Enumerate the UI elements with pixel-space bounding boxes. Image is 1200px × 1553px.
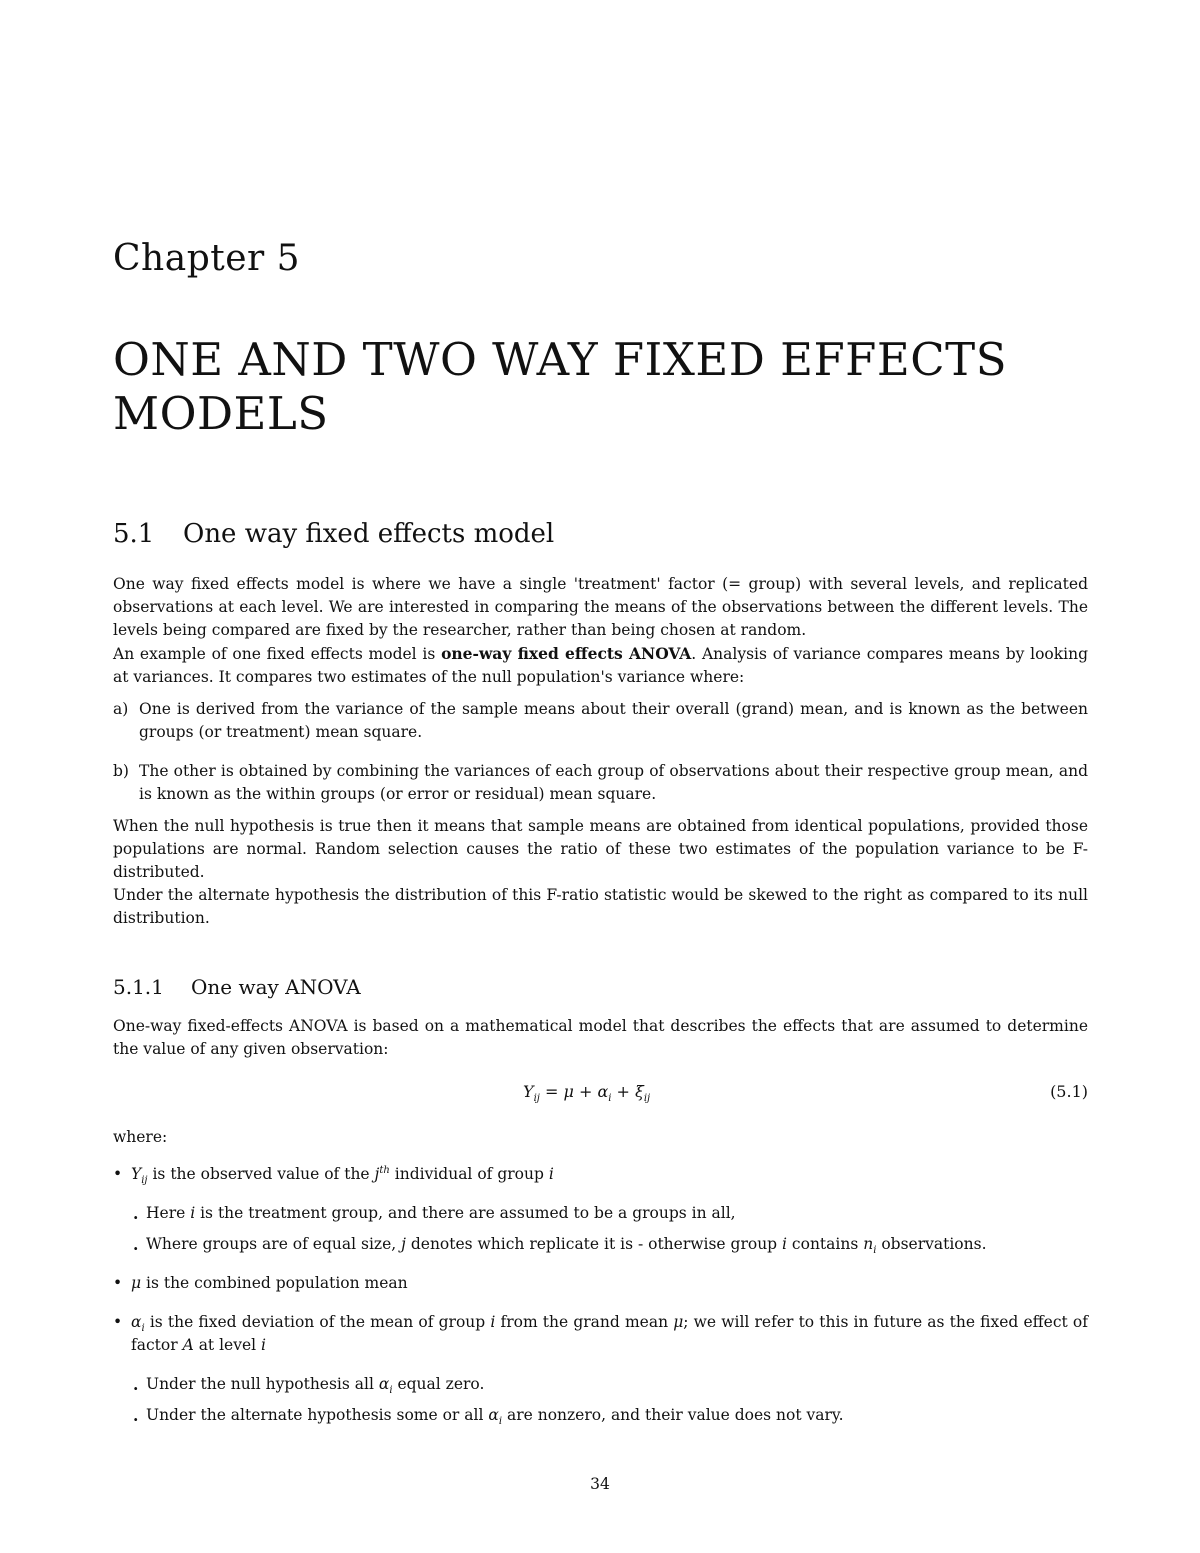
list-item-text: denotes which replicate it is - otherwise group (405, 1235, 783, 1253)
list-item-text: at level (193, 1336, 262, 1354)
chapter-title: ONE AND TWO WAY FIXED EFFECTS MODELS (113, 333, 1008, 440)
list-item-text: contains (787, 1235, 864, 1253)
page-number: 34 (590, 1475, 610, 1493)
bullet-icon: • (113, 1274, 123, 1292)
list-item-text: One is derived from the variance of the sample means about their overall (grand) mean, and is known as the between groups (or treatment) mean square. (139, 700, 1088, 741)
subsection-title: One way ANOVA (191, 975, 361, 999)
section-paragraph-4: Under the alternate hypothesis the distribution of this F-ratio statistic would be skewed to the right as compared to its null distribution. (113, 886, 1088, 927)
section-number: 5.1 (113, 519, 155, 549)
list-item-text: ; we will refer to this in future as the fixed effect of factor (131, 1313, 1088, 1354)
list-marker: b) (113, 762, 129, 780)
subsection-paragraph-1: One-way fixed-effects ANOVA is based on a mathematical model that describes the effects that are assumed to determine the value of any given observation: (113, 1017, 1088, 1058)
section-paragraph-2 (113, 642, 1088, 689)
where-label: where: (113, 1128, 168, 1146)
list-item-text: is the fixed deviation of the mean of group (144, 1313, 491, 1331)
list-item (113, 698, 1088, 744)
paragraph-text: An example of one fixed effects model is (113, 645, 442, 663)
bullet-icon: . (133, 1235, 139, 1254)
list-item-text: The other is obtained by combining the variances of each group of observations about their respective group mean, and is known as the within groups (or error or residual) mean square. (139, 762, 1088, 803)
list-item-text: is the combined population mean (141, 1274, 408, 1292)
list-item (113, 760, 1088, 806)
definitions-list (113, 1163, 1088, 1427)
paragraph-text: . Analysis of variance compares means by looking at variances. It compares two estimates of the null population's variance where: (113, 645, 1088, 686)
section-body (113, 573, 1088, 930)
equation-number: (5.1) (1050, 1082, 1088, 1101)
sub-list-item: . Under the null hypothesis all $\alpha_i$ equal zero. (133, 1375, 485, 1397)
list-item-text: Where groups are of equal size, (146, 1235, 402, 1253)
section-paragraph-3: When the null hypothesis is true then it means that sample means are obtained from identical populations, provided those populations are normal. Random selection causes the ratio of these two estimates of the population variance to be F-distributed. (113, 817, 1088, 881)
list-item-text: individual of group (389, 1165, 549, 1183)
list-item: • μ is the combined population mean (113, 1272, 1088, 1295)
section-paragraph-1: One way fixed effects model is where we have a single 'treatment' factor (= group) with several levels, and replicated observations at each level. We are interested in comparing the means of the observations between the different levels. The levels being compared are fixed by the researcher, rather than being chosen at random. (113, 575, 1088, 639)
list-item-text: from the grand mean (495, 1313, 674, 1331)
bullet-icon: • (113, 1165, 123, 1183)
bullet-icon: . (133, 1204, 139, 1223)
sub-list-item: . Where groups are of equal size, j denotes which replicate it is - otherwise group i contains $n_i$ observations. (133, 1235, 987, 1257)
list-item: • $\alpha_i$ is the fixed deviation of the mean of group i from the grand mean μ; we will refer to this in future as the fixed effect of factor A at level i (113, 1313, 1088, 1354)
list-item-text: observations. (876, 1235, 987, 1253)
list-marker: a) (113, 700, 129, 718)
equation: $Y_{ij} = \mu + \alpha_i + \xi_{ij}$ (523, 1082, 651, 1105)
chapter-label: Chapter 5 (113, 238, 301, 279)
sub-list-item: . Under the alternate hypothesis some or all $\alpha_i$ are nonzero, and their value does not vary. (133, 1406, 844, 1428)
bullet-icon: . (133, 1375, 139, 1394)
list-item-text: Under the null hypothesis all (146, 1375, 379, 1393)
list-item-text: Under the alternate hypothesis some or all (146, 1406, 489, 1424)
list-item: • $Y_{ij}$ is the observed value of the $j^{th}$ individual of group i (113, 1164, 554, 1187)
list-item-text: Here (146, 1204, 191, 1222)
subsection-number: 5.1.1 (113, 975, 164, 999)
section-heading (113, 519, 554, 549)
sub-list-item: . Here i is the treatment group, and there are assumed to be a groups in all, (133, 1204, 736, 1223)
equation-row (113, 1082, 1088, 1108)
list-item-text: are nonzero, and their value does not vary. (502, 1406, 844, 1424)
list-item-text: is the treatment group, and there are assumed to be a groups in all, (195, 1204, 736, 1222)
section-title: One way fixed effects model (183, 519, 555, 549)
list-item-text: is the observed value of the (147, 1165, 375, 1183)
emphasis-term: one-way fixed effects ANOVA (441, 644, 692, 663)
subsection-heading (113, 975, 361, 999)
bullet-icon: • (113, 1313, 123, 1331)
list-item-text: equal zero. (392, 1375, 485, 1393)
bullet-icon: . (133, 1406, 139, 1425)
